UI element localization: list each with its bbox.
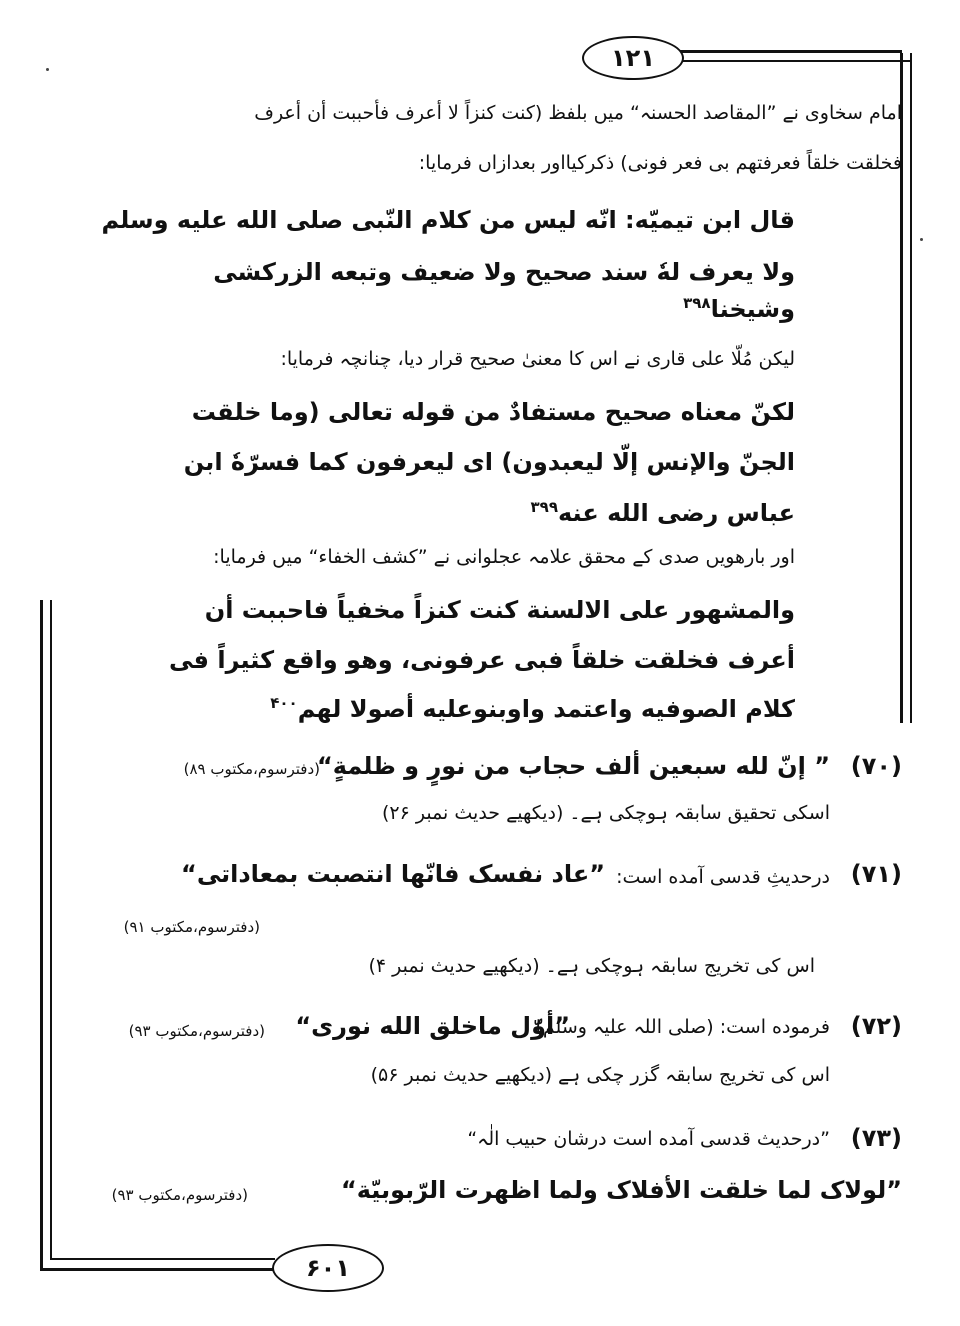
- footnote-marker: ۳۹۹: [530, 498, 558, 516]
- speck: [46, 68, 49, 71]
- entry-number-73: (۷۳): [850, 1124, 902, 1152]
- arabic-quote-line: أعرف فخلقت خلقاً فبى عرفونى، وهو واقع كثيراً فى: [169, 646, 795, 674]
- footnote-marker: ۴۰۰: [270, 694, 298, 712]
- hadith-text-72: ”أوّل ماخلق الله نورى“: [295, 1012, 570, 1040]
- reference-72: (دفترسوم،مکتوب ۹۳): [128, 1022, 265, 1040]
- text-line: لیکن مُلّا علی قاری نے اس کا معنیٰ صحیح قرار دیا، چنانچہ فرمایا:: [280, 348, 795, 370]
- entry-number-70: (۷۰): [850, 752, 902, 780]
- intro-73: ”درحدیث قدسی آمده است درشان حبیب الٰہ“: [467, 1128, 830, 1150]
- frame-right-vertical-2: [910, 53, 912, 723]
- text-line: فخلقت خلقاً فعرفتهم بى فعر فونى) ذکرکیااور بعدازاں فرمایا:: [418, 152, 902, 174]
- text-line: اور بارھویں صدی کے محقق علامہ عجلوانی نے ”کشف الخفاء“ میں فرمایا:: [213, 546, 795, 568]
- top-page-number-text: ۱۲۱: [611, 44, 655, 72]
- top-page-number: [582, 36, 684, 80]
- arabic-quote-line: قال ابن تيميّه: انّه ليس من كلام النّبى صلى الله عليه وسلم: [101, 206, 795, 234]
- intro-72: فرموده است: (صلی اللہ علیہ وسلم): [535, 1016, 830, 1038]
- arabic-quote-line: والمشهور على الالسنة كنت كنزاً مخفياً فاحببت أن: [204, 596, 795, 624]
- frame-top-horizontal-1: [680, 50, 902, 53]
- reference-73: (دفترسوم،مکتوب ۹۳): [111, 1186, 248, 1204]
- bottom-page-number: [272, 1244, 384, 1292]
- note-72: اس کی تخریج سابقہ گزر چکی ہے (دیکھیے حدیث نمبر ۵۶): [370, 1064, 830, 1086]
- hadith-text-73: ”لولاک لما خلقت الأفلاک ولما اظهرت الرّبوبيّة“: [340, 1176, 902, 1204]
- note-71: اس کی تخریج سابقہ ہوچکی ہے۔ (دیکھیے حدیث نمبر ۴): [368, 955, 815, 977]
- hadith-text-71: ”عاد نفسک فانّها انتصبت بمعاداتى“: [181, 860, 605, 888]
- arabic-quote-line: كلام الصوفيه واعتمد واوبنوعليه أصولا لهم$^{۴۰۰}$: [270, 694, 795, 723]
- arabic-quote-line: لكنّ معناه صحيح مستفادٌ من قوله تعالى (وما خلقت: [191, 398, 795, 426]
- frame-bottom-horizontal-1: [40, 1268, 275, 1271]
- frame-top-horizontal-2: [680, 60, 912, 62]
- bottom-page-number-text: ۶۰۱: [306, 1254, 350, 1282]
- arabic-quote-line: وشيخنا$^{۳۹۸}$: [683, 294, 795, 323]
- text-line: امام سخاوی نے ”المقاصد الحسنہ“ میں بلفظ (کنت کنزاً لا أعرف فأحببت أن أعرف: [254, 102, 902, 124]
- reference-70: (دفترسوم،مکتوب ۸۹): [183, 760, 320, 778]
- hadith-text-70: ” إنّ لله سبعين ألف حجاب من نورٍ و ظلمةٍ“: [317, 752, 830, 780]
- entry-number-71: (۷۱): [850, 860, 902, 888]
- note-70: اسکی تحقیق سابقہ ہوچکی ہے۔ (دیکھیے حدیث نمبر ۲۶): [381, 802, 830, 824]
- frame-left-vertical-1: [40, 600, 43, 1270]
- reference-71: (دفترسوم،مکتوب ۹۱): [123, 918, 260, 936]
- frame-bottom-horizontal-2: [50, 1258, 275, 1260]
- footnote-marker: ۳۹۸: [683, 294, 711, 312]
- entry-number-72: (۷۲): [850, 1012, 902, 1040]
- frame-left-vertical-2: [50, 600, 52, 1260]
- arabic-quote-line: ولا يعرف لهٗ سند صحيح ولا ضعيف وتبعه الزركشى: [213, 258, 795, 286]
- arabic-quote-line: عباس رضى الله عنه$^{۳۹۹}$: [530, 498, 795, 527]
- intro-71: درحدیثِ قدسی آمده است:: [616, 866, 830, 888]
- speck: [920, 238, 923, 241]
- arabic-quote-line: الجنّ والإنس إلّا ليعبدون) اى ليعرفون كما فسرّهٗ ابن: [183, 448, 795, 476]
